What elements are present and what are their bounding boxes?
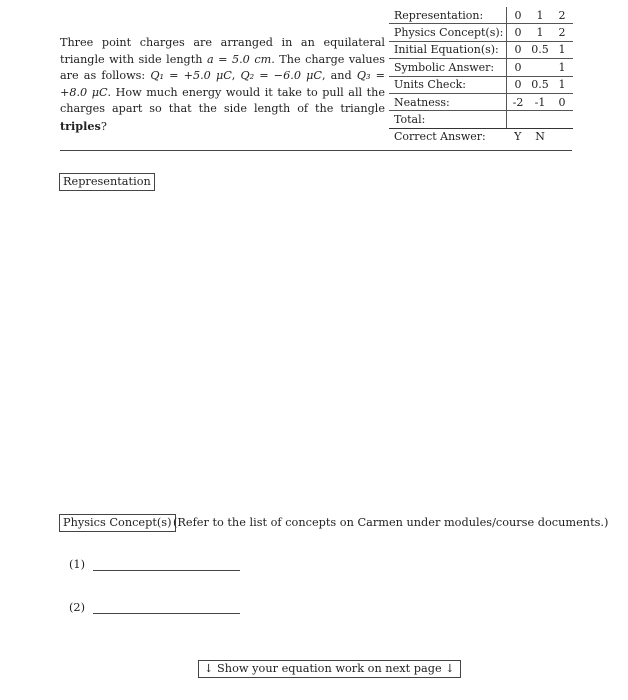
answer-number: (1): [69, 558, 86, 571]
rubric-score: 0: [507, 76, 530, 93]
rubric-score: 0: [507, 59, 530, 76]
rubric-label: Symbolic Answer:: [389, 59, 507, 76]
charge-q1: Q₁ = +5.0 μC: [150, 69, 232, 83]
rubric-row-equation: [389, 41, 573, 58]
rubric-label: Units Check:: [389, 76, 507, 93]
rubric-score: -1: [529, 93, 551, 110]
concept-answer-1[interactable]: [69, 558, 240, 571]
concept-answer-2[interactable]: [69, 601, 240, 614]
problem-text-5: . How much energy would it take to pull all the charges apart so that the side length of the triangle: [60, 85, 385, 116]
rubric-total-label: Total:: [389, 111, 507, 128]
rubric-score: 2: [551, 24, 573, 41]
rubric-row-units: [389, 76, 573, 93]
rubric-row-total: [389, 111, 573, 128]
problem-text-2: . The charge values are as follows:: [60, 52, 385, 83]
problem-text-4: , and: [321, 69, 357, 83]
rubric-score: [529, 59, 551, 76]
problem-text-1: Three point charges are arranged in an equilateral triangle with side length: [60, 36, 385, 66]
rubric-label: Representation:: [389, 7, 507, 24]
rubric-score: 1: [551, 76, 573, 93]
rubric-label: Neatness:: [389, 93, 507, 110]
rubric-score: -2: [507, 93, 530, 110]
rubric-row-correct: [389, 128, 573, 145]
rubric-score: 0.5: [529, 41, 551, 58]
correct-no: N: [535, 130, 545, 144]
rubric-score: 1: [551, 59, 573, 76]
rubric-row-symbolic: [389, 59, 573, 76]
correct-yes: Y: [514, 130, 522, 144]
answer-number: (2): [69, 601, 86, 614]
rubric-score: 0: [551, 93, 573, 110]
rubric-label: Correct Answer:: [394, 130, 486, 144]
rubric-row-representation: [389, 7, 573, 24]
answer-blank[interactable]: [93, 602, 240, 614]
emphasis-triples: triples: [60, 118, 101, 133]
grading-rubric: [389, 7, 573, 145]
side-length-value: a = 5.0 cm: [206, 52, 272, 66]
rubric-label: Physics Concept(s):: [389, 24, 507, 41]
charge-q2: Q₂ = −6.0 μC: [240, 69, 322, 83]
charge-q3: Q₃ = +8.0 μC: [60, 69, 385, 99]
rubric-score: 1: [529, 24, 551, 41]
rubric-score: 0: [507, 41, 530, 58]
rubric-score: 0: [507, 7, 530, 24]
physics-concept-label: Physics Concept(s): [59, 514, 176, 532]
concept-note: (Refer to the list of concepts on Carmen under modules/course documents.): [173, 516, 609, 529]
problem-text-6: ?: [100, 119, 107, 133]
rubric-row-neatness: [389, 93, 573, 110]
rubric-score: 0: [507, 24, 530, 41]
problem-text-3: ,: [231, 69, 241, 83]
rubric-score: 1: [529, 7, 551, 24]
divider: [60, 150, 572, 151]
rubric-score: 1: [551, 41, 573, 58]
next-page-notice: ↓ Show your equation work on next page ↓: [198, 660, 461, 678]
representation-label: Representation: [59, 173, 155, 191]
rubric-score: 2: [551, 7, 573, 24]
rubric-row-concept: [389, 24, 573, 41]
answer-blank[interactable]: [93, 559, 240, 571]
rubric-label: Initial Equation(s):: [389, 41, 507, 58]
problem-statement: [60, 35, 385, 136]
rubric-score: 0.5: [529, 76, 551, 93]
